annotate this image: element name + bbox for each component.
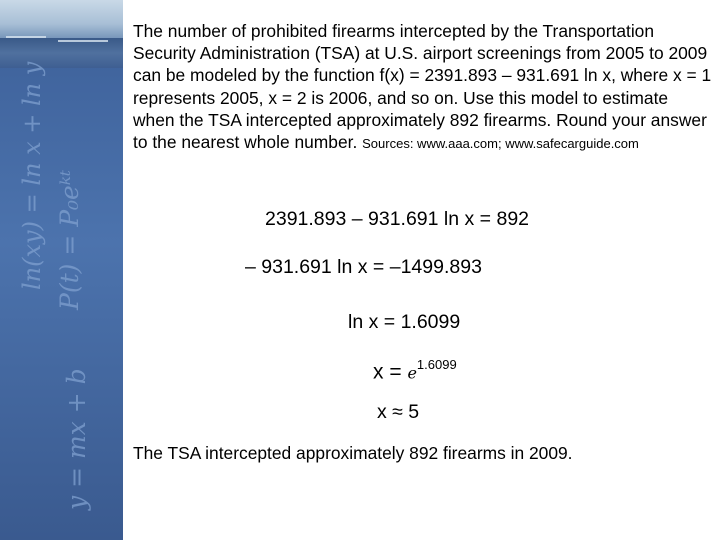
sources-citation: Sources: www.aaa.com; www.safecarguide.com (362, 136, 639, 152)
exponent: 1.6099 (416, 357, 457, 372)
answer-statement: The TSA intercepted approximately 892 firearms in 2009. (133, 443, 573, 463)
landscape-photo (0, 0, 123, 68)
sidebar-formula-log: ln(xy) = ln x + ln y (18, 61, 46, 290)
decorative-sidebar (0, 0, 123, 540)
sidebar-formula-line: y = mx + b (62, 368, 91, 510)
light-streak (6, 36, 46, 38)
euler-e: e (407, 363, 417, 383)
equation-step-4 (373, 359, 457, 385)
equation-step-5: x ≈ 5 (377, 401, 420, 423)
equation-step-3: ln x = 1.6099 (348, 311, 461, 333)
equation-step-2: – 931.691 ln x = –1499.893 (245, 256, 482, 278)
sidebar-formula-growth: P(t) = P₀eᵏᵗ (55, 169, 84, 310)
problem-block (133, 20, 713, 155)
equation-step-1: 2391.893 – 931.691 ln x = 892 (265, 208, 530, 230)
step-4-lhs: x = (373, 360, 408, 384)
problem-text: The number of prohibited firearms intercepted by the Transportation Security Administration (TSA) at U.S. airport screenings from 2005 to 2009 can be modeled by the function f(x) = 2391.893 – 931.691 ln x, where x = 1 represents 2005, x = 2 is 2006, and so on. Use this model to estimate when the TSA intercepted approximately 892 firearms. Round your answer to the nearest whole number. (133, 21, 712, 153)
light-streak (58, 40, 108, 42)
problem-statement (133, 20, 713, 155)
